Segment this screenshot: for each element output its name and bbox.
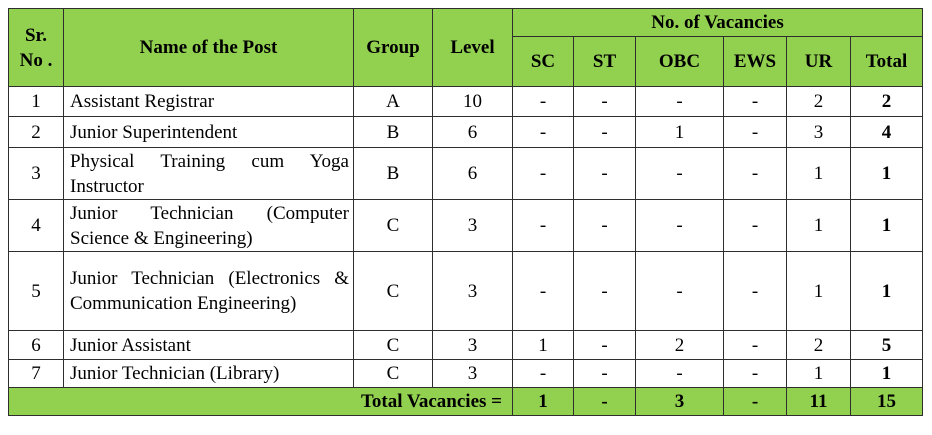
cell-st: - xyxy=(574,117,636,148)
cell-sr: 2 xyxy=(9,117,64,148)
cell-sr: 5 xyxy=(9,252,64,331)
cell-ur: 1 xyxy=(787,200,851,252)
cell-ur: 1 xyxy=(787,252,851,331)
cell-sr: 7 xyxy=(9,360,64,388)
total-vacancies-label: Total Vacancies = xyxy=(9,388,513,416)
cell-group: C xyxy=(354,360,433,388)
cell-ur: 1 xyxy=(787,360,851,388)
cell-post: Junior Technician (Library) xyxy=(64,360,354,388)
cell-obc: 2 xyxy=(636,331,724,360)
cell-level: 6 xyxy=(433,117,513,148)
cell-sc: - xyxy=(513,252,574,331)
cell-ews: - xyxy=(724,200,787,252)
cell-st: - xyxy=(574,331,636,360)
cell-level: 3 xyxy=(433,360,513,388)
cell-sc: - xyxy=(513,360,574,388)
cell-ews: - xyxy=(724,331,787,360)
header-st: ST xyxy=(574,37,636,87)
table-row xyxy=(9,331,923,360)
total-obc: 3 xyxy=(636,388,724,416)
cell-post: Physical Training cum Yoga Instructor xyxy=(64,148,354,200)
table-row xyxy=(9,148,923,200)
cell-sr: 4 xyxy=(9,200,64,252)
cell-sc: - xyxy=(513,117,574,148)
cell-group: B xyxy=(354,117,433,148)
cell-post: Junior Superintendent xyxy=(64,117,354,148)
cell-st: - xyxy=(574,360,636,388)
cell-group: C xyxy=(354,331,433,360)
cell-ur: 1 xyxy=(787,148,851,200)
header-level: Level xyxy=(433,9,513,87)
cell-total: 1 xyxy=(851,148,923,200)
cell-obc: - xyxy=(636,252,724,331)
total-ur: 11 xyxy=(787,388,851,416)
cell-ews: - xyxy=(724,87,787,117)
cell-post: Junior Technician (Electronics & Communication Engineering) xyxy=(64,252,354,331)
cell-obc: - xyxy=(636,148,724,200)
header-group: Group xyxy=(354,9,433,87)
cell-sr: 3 xyxy=(9,148,64,200)
table-row xyxy=(9,360,923,388)
header-vacancies: No. of Vacancies xyxy=(513,9,923,37)
cell-ews: - xyxy=(724,148,787,200)
cell-level: 10 xyxy=(433,87,513,117)
cell-post: Junior Technician (Computer Science & Engineering) xyxy=(64,200,354,252)
cell-sr: 6 xyxy=(9,331,64,360)
vacancy-table-container xyxy=(8,8,923,416)
cell-total: 5 xyxy=(851,331,923,360)
cell-ur: 3 xyxy=(787,117,851,148)
total-row xyxy=(9,388,923,416)
cell-post: Assistant Registrar xyxy=(64,87,354,117)
table-row xyxy=(9,200,923,252)
header-sr-no: Sr. No . xyxy=(9,9,64,87)
cell-st: - xyxy=(574,252,636,331)
cell-ur: 2 xyxy=(787,331,851,360)
table-row xyxy=(9,252,923,331)
header-ur: UR xyxy=(787,37,851,87)
cell-st: - xyxy=(574,148,636,200)
cell-level: 6 xyxy=(433,148,513,200)
header-ews: EWS xyxy=(724,37,787,87)
cell-sc: 1 xyxy=(513,331,574,360)
cell-st: - xyxy=(574,200,636,252)
cell-obc: - xyxy=(636,360,724,388)
cell-st: - xyxy=(574,87,636,117)
header-obc: OBC xyxy=(636,37,724,87)
cell-obc: 1 xyxy=(636,117,724,148)
cell-ews: - xyxy=(724,360,787,388)
cell-group: A xyxy=(354,87,433,117)
cell-sc: - xyxy=(513,200,574,252)
cell-level: 3 xyxy=(433,200,513,252)
cell-ews: - xyxy=(724,252,787,331)
cell-total: 1 xyxy=(851,252,923,331)
cell-ews: - xyxy=(724,117,787,148)
cell-group: B xyxy=(354,148,433,200)
total-ews: - xyxy=(724,388,787,416)
cell-total: 4 xyxy=(851,117,923,148)
cell-sr: 1 xyxy=(9,87,64,117)
table-row xyxy=(9,117,923,148)
cell-sc: - xyxy=(513,148,574,200)
header-name-of-post: Name of the Post xyxy=(64,9,354,87)
cell-sc: - xyxy=(513,87,574,117)
cell-obc: - xyxy=(636,87,724,117)
total-total: 15 xyxy=(851,388,923,416)
total-st: - xyxy=(574,388,636,416)
header-sc: SC xyxy=(513,37,574,87)
cell-total: 2 xyxy=(851,87,923,117)
cell-ur: 2 xyxy=(787,87,851,117)
vacancy-table xyxy=(8,8,923,416)
total-sc: 1 xyxy=(513,388,574,416)
table-row xyxy=(9,87,923,117)
cell-group: C xyxy=(354,252,433,331)
cell-level: 3 xyxy=(433,252,513,331)
cell-obc: - xyxy=(636,200,724,252)
cell-total: 1 xyxy=(851,200,923,252)
cell-total: 1 xyxy=(851,360,923,388)
cell-group: C xyxy=(354,200,433,252)
cell-post: Junior Assistant xyxy=(64,331,354,360)
header-total: Total xyxy=(851,37,923,87)
cell-level: 3 xyxy=(433,331,513,360)
